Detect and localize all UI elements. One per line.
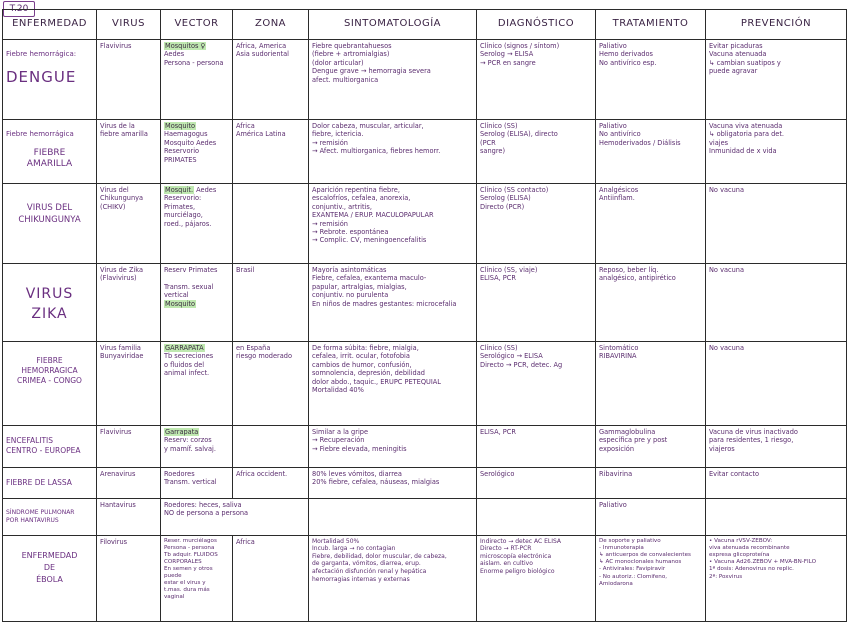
vector-text: Tb secreciones o fluidos del animal infect. bbox=[164, 352, 214, 378]
vector-cell bbox=[161, 184, 233, 264]
virus-cell: Flavivirus bbox=[97, 40, 161, 120]
treatment-cell: Sintomático RIBAVIRINA bbox=[596, 342, 706, 426]
zone-cell: Brasil bbox=[233, 264, 309, 342]
disease-subtitle: Fiebre hemorrágica bbox=[6, 130, 74, 139]
diagnosis-cell: Clínico (SS, viaje) ELISA, PCR bbox=[477, 264, 596, 342]
virus-cell: Virus de Zika (Flavivirus) bbox=[97, 264, 161, 342]
diagnosis-cell: Clínico (SS) Serolog (ELISA), directo (PCR sangre) bbox=[477, 120, 596, 184]
virus-cell: Filovirus bbox=[97, 535, 161, 621]
diseases-table bbox=[2, 9, 847, 622]
vector-highlight: Mosquitos ♀ bbox=[165, 42, 206, 50]
zone-cell: en España riesgo moderado bbox=[233, 342, 309, 426]
disease-cell bbox=[3, 498, 97, 535]
vector-text: Reserv Primates Transm. sexual vertical bbox=[164, 266, 218, 300]
symptoms-cell: Dolor cabeza, muscular, articular, fiebre, ictericia. → remisión → Afect. multiorganica, fiebres hemorr. bbox=[309, 120, 477, 184]
zone-cell bbox=[233, 184, 309, 264]
table-row bbox=[3, 535, 847, 621]
header-tratamiento: TRATAMIENTO bbox=[596, 10, 706, 40]
vector-text: Haemagogus Mosquito Aedes Reservorio PRIMATES bbox=[164, 130, 217, 164]
prevention-cell: Vacuna viva atenuada ↳ obligatoria para det. viajes Inmunidad de x vida bbox=[706, 120, 847, 184]
disease-cell bbox=[3, 40, 97, 120]
vector-highlight: Mosquito bbox=[165, 299, 195, 308]
symptoms-cell: 80% leves vómitos, diarrea 20% fiebre, cefalea, náuseas, mialgias bbox=[309, 468, 477, 499]
vector-cell bbox=[161, 426, 233, 468]
symptoms-cell: Mayoría asintomáticas Fiebre, cefalea, exantema maculo- papular, artralgias, mialgias, conjuntiv. no purulenta En niños de madres gestantes: microcefalia bbox=[309, 264, 477, 342]
disease-name: SÍNDROME PULMONAR POR HANTAVIRUS bbox=[6, 509, 75, 524]
virus-cell: Virus de la fiebre amarilla bbox=[97, 120, 161, 184]
vector-cell: Roedores Transm. vertical bbox=[161, 468, 233, 499]
virus-cell: Hantavirus bbox=[97, 498, 161, 535]
disease-name: ENCEFALITIS CENTRO - EUROPEA bbox=[6, 436, 81, 456]
virus-cell: Virus del Chikungunya (CHIKV) bbox=[97, 184, 161, 264]
virus-cell: Virus familia Bunyaviridae bbox=[97, 342, 161, 426]
table-row bbox=[3, 264, 847, 342]
vector-highlight: Garrapata bbox=[165, 428, 199, 436]
disease-cell bbox=[3, 264, 97, 342]
disease-name: VIRUS ZIKA bbox=[25, 286, 74, 323]
treatment-cell: Reposo, beber líq. analgésico, antipirético bbox=[596, 264, 706, 342]
zone-cell: Africa occident. bbox=[233, 468, 309, 499]
prevention-cell: No vacuna bbox=[706, 342, 847, 426]
zone-cell bbox=[233, 426, 309, 468]
virus-cell: Arenavirus bbox=[97, 468, 161, 499]
table-row bbox=[3, 498, 847, 535]
disease-cell bbox=[3, 468, 97, 499]
disease-name: VIRUS DEL CHIKUNGUNYA bbox=[18, 203, 81, 226]
disease-subtitle: Fiebre hemorrágica: bbox=[6, 50, 77, 59]
vector-cell bbox=[161, 264, 233, 342]
table-row bbox=[3, 342, 847, 426]
prevention-cell: No vacuna bbox=[706, 184, 847, 264]
table-row bbox=[3, 184, 847, 264]
table-row bbox=[3, 40, 847, 120]
symptoms-cell: Aparición repentina fiebre, escalofríos, cefalea, anorexia, conjuntiv., artritis, EXANTEMA / ERUP. MACULOPAPULAR → remisión → Rebrote. espontánea → Complic. CV, meningoencefalitis bbox=[309, 184, 477, 264]
vector-text: Aedes Reservorio: Primates, murciélago, roed., pájaros. bbox=[164, 186, 217, 228]
disease-cell bbox=[3, 342, 97, 426]
treatment-cell: De soporte y paliativo - Inmunoterapia ↳ anticuerpos de convalecientes ↳ AC monoclonales humanos - Antivirales: Favipiravir - No autoriz.: Clomifeno, Amiodarona bbox=[596, 535, 706, 621]
zone-cell: Africa bbox=[233, 535, 309, 621]
disease-name: FIEBRE HEMORRAGICA CRIMEA - CONGO bbox=[17, 356, 82, 386]
treatment-cell: Paliativo bbox=[596, 498, 706, 535]
header-zona: ZONA bbox=[233, 10, 309, 40]
prevention-cell: • Vacuna rVSV-ZEBOV: viva atenuada recombinante expresa glicoproteína • Vacuna Ad26.ZEBOV + MVA-BN-FILO 1ª dosis: Adenovirus no replic. 2ª: Poxvirus bbox=[706, 535, 847, 621]
vector-highlight: Mosquit. bbox=[165, 186, 194, 194]
vector-text: Reserv: corzos y mamíf. salvaj. bbox=[164, 436, 216, 453]
diagnosis-cell: Clínico (signos / síntom) Serolog → ELISA → PCR en sangre bbox=[477, 40, 596, 120]
treatment-cell: Gammaglobulina específica pre y post exposición bbox=[596, 426, 706, 468]
table-row bbox=[3, 468, 847, 499]
zone-cell: Africa, America Asia sudoriental bbox=[233, 40, 309, 120]
header-prevencion: PREVENCIÓN bbox=[706, 10, 847, 40]
diagnosis-cell: Indirecto → detec AC ELISA Directo → RT-PCR microscopía electrónica aislam. en cultivo Enorme peligro biológico bbox=[477, 535, 596, 621]
vector-highlight: Mosquito bbox=[165, 122, 195, 130]
disease-name: FIEBRE DE LASSA bbox=[6, 478, 72, 488]
header-sintomatologia: SINTOMATOLOGÍA bbox=[309, 10, 477, 40]
header-enfermedad: ENFERMEDAD bbox=[3, 10, 97, 40]
header-row bbox=[3, 10, 847, 40]
disease-cell bbox=[3, 120, 97, 184]
page-tag: T.20 bbox=[3, 1, 35, 17]
vector-cell bbox=[161, 342, 233, 426]
symptoms-cell: Mortalidad 50% Incub. larga → no contagian Fiebre, debilidad, dolor muscular, de cabeza, de garganta, vómitos, diarrea, erup. afectación disfunción renal y hepática hemorragias internas y externas bbox=[309, 535, 477, 621]
diagnosis-cell: Serológico bbox=[477, 468, 596, 499]
disease-cell bbox=[3, 426, 97, 468]
treatment-cell: Analgésicos Antiinflam. bbox=[596, 184, 706, 264]
vector-highlight: GARRAPATA bbox=[165, 344, 204, 352]
treatment-cell: Paliativo No antivírico Hemoderivados / Diálisis bbox=[596, 120, 706, 184]
prevention-cell: Evitar picaduras Vacuna atenuada ↳ cambian suatipos y puede agravar bbox=[706, 40, 847, 120]
table-row bbox=[3, 426, 847, 468]
vector-cell bbox=[161, 40, 233, 120]
symptoms-cell: De forma súbita: fiebre, mialgia, cefalea, irrit. ocular, fotofobia cambios de humor, confusión, somnolencia, depresión, debilidad dolor abdo., taquic., ERUPC PETEQUIAL Mortalidad 40% bbox=[309, 342, 477, 426]
symptoms-cell: Fiebre quebrantahuesos (fiebre + artromialgias) (dolor articular) Dengue grave → hemorragia severa afect. multiorganica bbox=[309, 40, 477, 120]
disease-cell bbox=[3, 535, 97, 621]
symptoms-cell bbox=[309, 498, 477, 535]
vector-text: Aedes Persona - persona bbox=[164, 50, 224, 67]
prevention-cell: Vacuna de virus inactivado para residentes, 1 riesgo, viajeros bbox=[706, 426, 847, 468]
treatment-cell: Paliativo Hemo derivados No antivírico esp. bbox=[596, 40, 706, 120]
disease-name: FIEBRE AMARILLA bbox=[26, 147, 73, 169]
diagnosis-cell: Clínico (SS) Serológico → ELISA Directo → PCR, detec. Ag bbox=[477, 342, 596, 426]
disease-name: ENFERMEDAD DE ÉBOLA bbox=[21, 551, 78, 585]
virus-cell: Flavivirus bbox=[97, 426, 161, 468]
symptoms-cell: Similar a la gripe → Recuperación → Fiebre elevada, meningitis bbox=[309, 426, 477, 468]
prevention-cell bbox=[706, 498, 847, 535]
vector-cell: Reser. murciélagos Persona - persona Tb adquir. FLUIDOS CORPORALES En semen y otros puede estar el virus y t.mas. dura más vaginal bbox=[161, 535, 233, 621]
prevention-cell: Evitar contacto bbox=[706, 468, 847, 499]
header-diagnostico: DIAGNÓSTICO bbox=[477, 10, 596, 40]
vector-cell bbox=[161, 120, 233, 184]
table-row bbox=[3, 120, 847, 184]
prevention-cell: No vacuna bbox=[706, 264, 847, 342]
diagnosis-cell: Clínico (SS contacto) Serolog (ELISA) Directo (PCR) bbox=[477, 184, 596, 264]
diagnosis-cell: ELISA, PCR bbox=[477, 426, 596, 468]
zone-cell: Africa América Latina bbox=[233, 120, 309, 184]
vector-cell: Roedores: heces, saliva NO de persona a persona bbox=[161, 498, 309, 535]
disease-cell bbox=[3, 184, 97, 264]
diagnosis-cell bbox=[477, 498, 596, 535]
disease-name: DENGUE bbox=[6, 67, 77, 86]
header-virus: VIRUS bbox=[97, 10, 161, 40]
header-vector: VECTOR bbox=[161, 10, 233, 40]
treatment-cell: Ribavirina bbox=[596, 468, 706, 499]
